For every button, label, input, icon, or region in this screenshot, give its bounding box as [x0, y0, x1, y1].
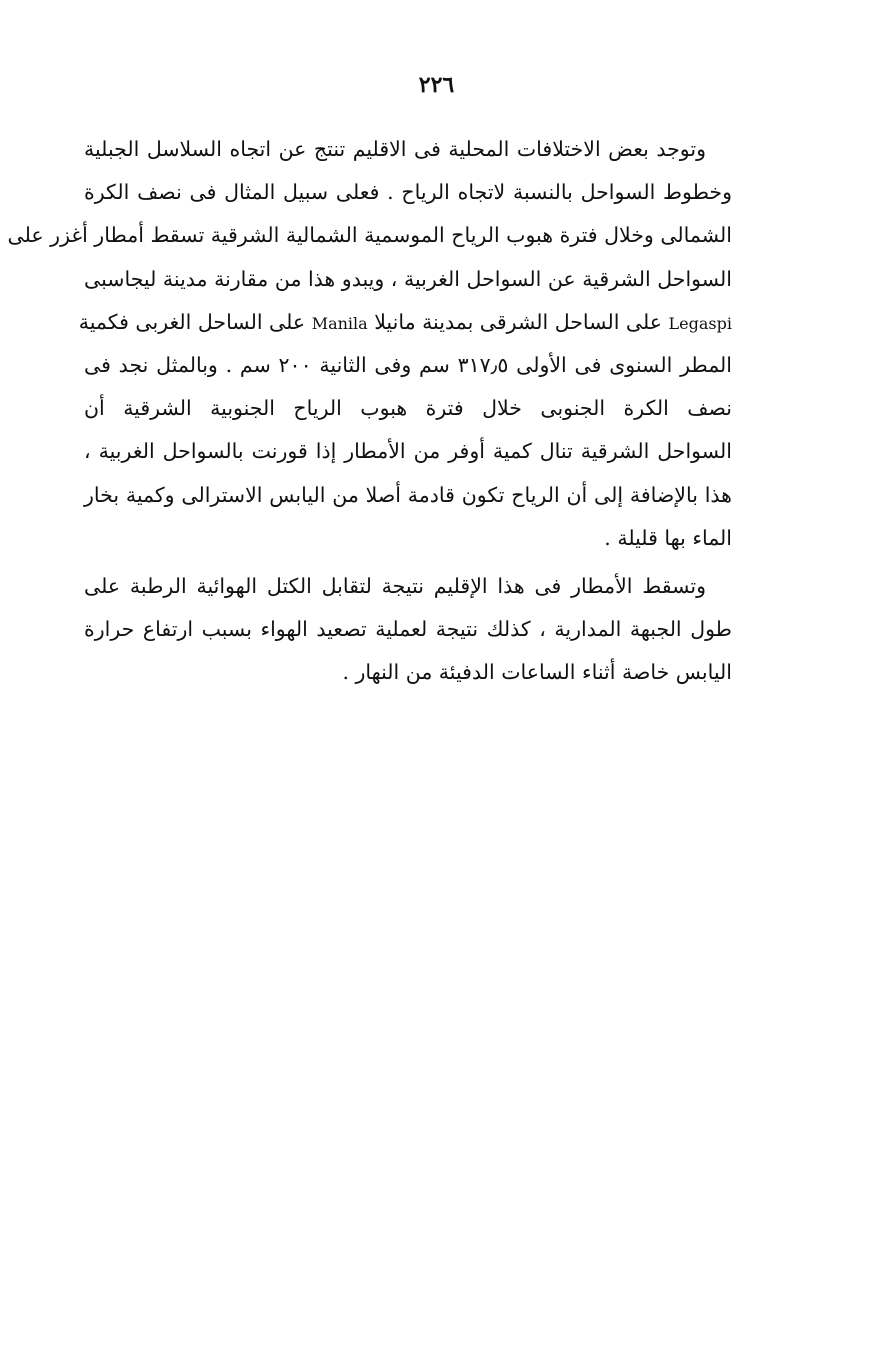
paragraph-line: طول الجبهة المدارية ، كذلك نتيجة لعملية تصعيد الهواء بسبب ارتفاع حرارة [84, 617, 732, 642]
paragraph-line-mixed [78, 301, 732, 344]
latin-term-legaspi: Legaspi [668, 313, 732, 333]
paragraph-line: وتوجد بعض الاختلافات المحلية فى الاقليم تنتج عن اتجاه السلاسل الجبلية [84, 137, 706, 161]
line-segment: على الساحل الشرقى بمدينة مانيلا [367, 309, 669, 334]
paragraph-line: اليابس خاصة أثناء الساعات الدفيئة من النهار . [342, 660, 732, 685]
paragraph-line: هذا بالإضافة إلى أن الرياح تكون قادمة أصلا من اليابس الاسترالى وكمية بخار [84, 482, 732, 507]
paragraph-line: وتسقط الأمطار فى هذا الإقليم نتيجة لتقابل الكتل الهوائية الرطبة على [84, 574, 706, 598]
paragraph-line: الماء بها قليلة . [604, 525, 732, 550]
latin-term-manila: Manila [311, 313, 368, 333]
paragraph-line: نصف الكرة الجنوبى خلال فترة هبوب الرياح الجنوبية الشرقية أن [84, 396, 732, 421]
page-number: ٢٢٦ [418, 72, 455, 98]
line-segment: على الساحل الغربى فكمية [78, 309, 312, 334]
paragraph-line: السواحل الشرقية تنال كمية أوفر من الأمطار إذا قورنت بالسواحل الغربية ، [84, 439, 732, 464]
paragraph-1 [7, 128, 732, 560]
paragraph-line: الشمالى وخلال فترة هبوب الرياح الموسمية الشمالية الشرقية تسقط أمطار أغزر على [7, 223, 732, 248]
paragraph-line: السواحل الشرقية عن السواحل الغربية ، ويبدو هذا من مقارنة مدينة ليجاسبى [84, 266, 732, 291]
paragraph-2 [84, 565, 732, 695]
paragraph-line: وخطوط السواحل بالنسبة لاتجاه الرياح . فعلى سبيل المثال فى نصف الكرة [84, 180, 732, 205]
paragraph-line: المطر السنوى فى الأولى ٣١٧٫٥ سم وفى الثانية ٢٠٠ سم . وبالمثل نجد فى [84, 352, 732, 377]
